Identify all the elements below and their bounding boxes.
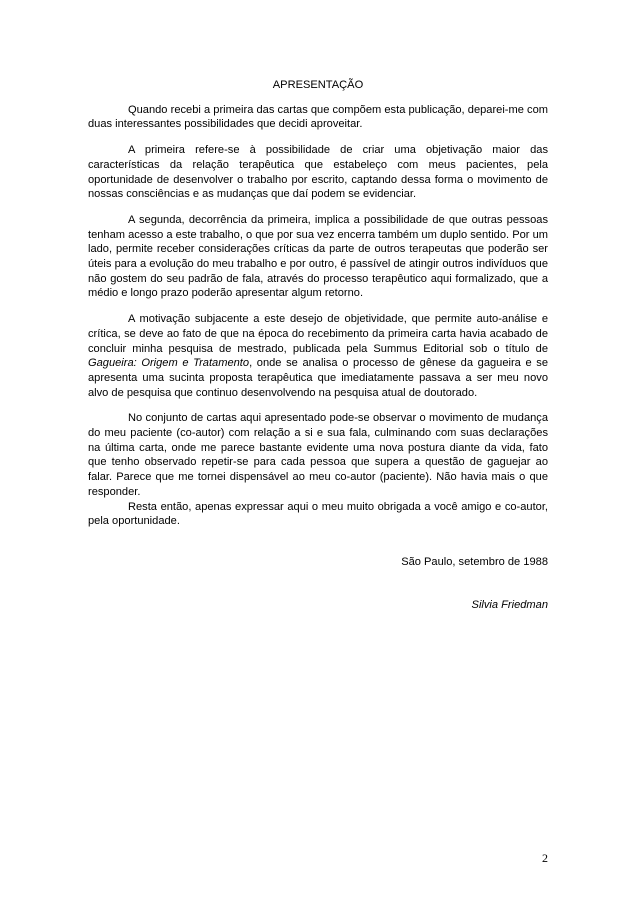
paragraph-4-text-after: , onde se analisa o processo de gênese da gagueira e se apresenta uma sucinta proposta terapêutica que imediatamente passava a ser meu novo alvo de pesquisa que continuo desenvolvendo na pesquisa atual de doutorado. (88, 357, 548, 399)
page-number: 2 (542, 851, 548, 865)
paragraph-4 (88, 312, 548, 400)
document-title: APRESENTAÇÃO (272, 79, 364, 91)
place-date: São Paulo, setembro de 1988 (401, 555, 548, 568)
paragraph-1: Quando recebi a primeira das cartas que compõem esta publicação, deparei-me com duas interessantes possibilidades que decidi aproveitar. (88, 103, 548, 131)
author-signature: Silvia Friedman (471, 598, 548, 611)
book-title: Gagueira: Origem e Tratamento (88, 357, 250, 370)
paragraph-5: No conjunto de cartas aqui apresentado pode-se observar o movimento de mudança do meu paciente (co-autor) com relação a si e sua fala, culminando com suas declarações na última carta, onde me parece bastante evidente uma nova postura diante da vida, fato que tenho observado repetir-se para cada pessoa que supera a questão de gaguejar ao falar. Parece que me tornei dispensável ao meu co-autor (paciente). Não havia mais o que responder. (88, 412, 548, 498)
paragraph-2: A primeira refere-se à possibilidade de criar uma objetivação maior das características da relação terapêutica que estabeleço com meus pacientes, pela oportunidade de desenvolver o trabalho por escrito, captando dessa forma o movimento de nossas consciências e as mudanças que daí podem se evidenciar. (88, 144, 548, 201)
paragraph-3: A segunda, decorrência da primeira, implica a possibilidade de que outras pessoas tenham acesso a este trabalho, o que por sua vez encerra também um duplo sentido. Por um lado, permite receber considerações críticas da parte de outros terapeutas que poderão ser úteis para a evolução do meu trabalho e por outro, é passível de atingir outros indivíduos que não gostem do seu padrão de fala, através do processo terapêutico aqui formalizado, que a médio e longo prazo poderão apresentar algum retorno. (88, 213, 548, 300)
document-body (88, 78, 548, 612)
paragraph-4-text-before: A motivação subjacente a este desejo de objetividade, que permite auto-análise e crítica, se deve ao fato de que na época do recebimento da primeira carta havia acabado de concluir minha pesquisa de mestrado, publicada pela Summus Editorial sob o título de (88, 313, 548, 355)
paragraph-6: Resta então, apenas expressar aqui o meu muito obrigada a você amigo e co-autor, pela oportunidade. (88, 500, 548, 528)
